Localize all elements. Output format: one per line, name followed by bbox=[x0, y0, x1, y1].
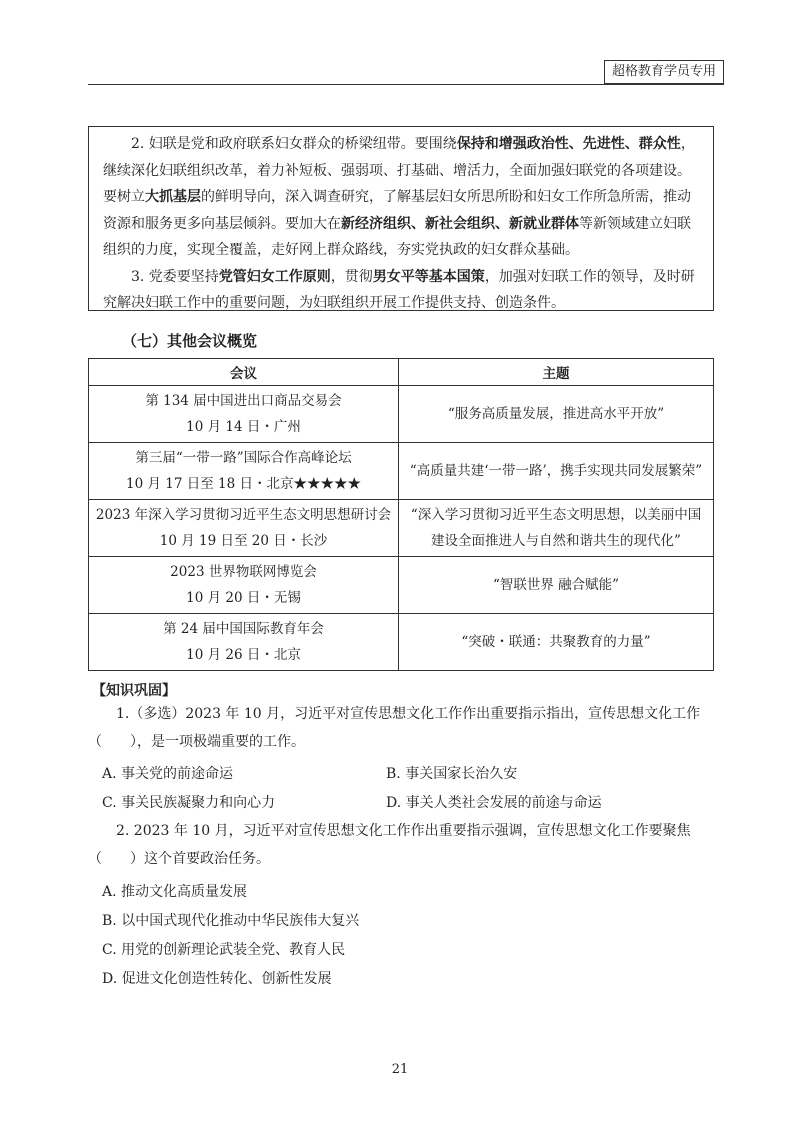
header-badge: 超格教育学员专用 bbox=[604, 60, 724, 84]
summary-paragraph-3 bbox=[89, 264, 713, 317]
emphasis-text: 保持和增强政治性、先进性、群众性 bbox=[456, 136, 681, 152]
column-header-meeting: 会议 bbox=[89, 359, 399, 386]
theme-cell: “服务高质量发展，推进高水平开放” bbox=[399, 386, 714, 443]
emphasis-text: 新经济组织、新社会组织、新就业群体 bbox=[341, 215, 579, 232]
q1-option-d: D. 事关人类社会发展的前途与命运 bbox=[386, 795, 602, 811]
q1-option-b: B. 事关国家长治久安 bbox=[386, 766, 518, 782]
summary-box bbox=[88, 126, 714, 311]
meetings-table bbox=[88, 358, 714, 671]
meeting-name: 第三届“一带一路”国际合作高峰论坛 bbox=[135, 450, 352, 466]
meeting-date: 10 月 14 日・广州 bbox=[186, 419, 301, 435]
summary-paragraph-2 bbox=[89, 131, 713, 264]
q2-option-a: A. 推动文化高质量发展 bbox=[102, 884, 248, 900]
section-title: （七）其他会议概览 bbox=[122, 332, 258, 350]
body-text: 2. 妇联是党和政府联系妇女群众的桥梁纽带。要围绕 bbox=[131, 136, 457, 152]
meeting-date: 10 月 26 日・北京 bbox=[186, 647, 301, 663]
meeting-date: 10 月 20 日・无锡 bbox=[186, 590, 301, 606]
q1-option-c: C. 事关民族凝聚力和向心力 bbox=[102, 795, 276, 811]
meeting-cell bbox=[89, 614, 399, 671]
meeting-name: 2023 世界物联网博览会 bbox=[170, 564, 317, 580]
q1-option-a: A. 事关党的前途命运 bbox=[102, 766, 234, 782]
question-2-stem: 2. 2023 年 10 月，习近平对宣传思想文化工作作出重要指示强调，宣传思想文化工作要聚焦（ ）这个首要政治任务。 bbox=[88, 823, 691, 867]
meeting-date: 10 月 19 日至 20 日・长沙 bbox=[159, 533, 328, 549]
question-1-stem: 1.（多选）2023 年 10 月，习近平对宣传思想文化工作作出重要指示指出，宣传思想文化工作（ ），是一项极端重要的工作。 bbox=[88, 706, 701, 750]
theme-cell: “突破・联通：共聚教育的力量” bbox=[399, 614, 714, 671]
table-row bbox=[89, 500, 714, 557]
body-text: 的鲜明导向，深入调查研究，了解基层妇女所思所盼和妇女工作所急所需，推动资源和服务更多向基层倾斜。要加大在 bbox=[103, 189, 691, 232]
meeting-cell bbox=[89, 443, 399, 500]
body-text: 等新领域建立妇联组织的力度，实现全覆盖，走好网上群众路线，夯实党执政的妇女群众基础。 bbox=[103, 215, 691, 258]
emphasis-text: 党管妇女工作原则 bbox=[218, 268, 331, 285]
theme-cell: “深入学习贯彻习近平生态文明思想，以美丽中国建设全面推进人与自然和谐共生的现代化” bbox=[399, 500, 714, 557]
table-header-row bbox=[89, 359, 714, 386]
body-text: ，贯彻 bbox=[330, 268, 373, 285]
header-divider bbox=[88, 84, 724, 85]
body-text: ，继续深化妇联组织改革，着力补短板、强弱项、打基础、增活力，全面加强妇联党的各项建设。要树立 bbox=[103, 136, 695, 205]
theme-cell: “高质量共建‘一带一路’，携手实现共同发展繁荣” bbox=[399, 443, 714, 500]
q2-option-b: B. 以中国式现代化推动中华民族伟大复兴 bbox=[102, 913, 360, 929]
meeting-cell bbox=[89, 386, 399, 443]
table-row bbox=[89, 386, 714, 443]
knowledge-title: 【知识巩固】 bbox=[92, 683, 176, 699]
meeting-name: 2023 年深入学习贯彻习近平生态文明思想研讨会 bbox=[95, 507, 392, 523]
table-row bbox=[89, 443, 714, 500]
meeting-cell bbox=[89, 557, 399, 614]
table-row bbox=[89, 614, 714, 671]
body-text: ，加强对妇联工作的领导，及时研究解决妇联工作中的重要问题，为妇联组织开展工作提供支持、创造条件。 bbox=[103, 268, 695, 311]
q2-option-c: C. 用党的创新理论武装全党、教育人民 bbox=[102, 942, 346, 958]
body-text: 3. 党委要坚持 bbox=[131, 268, 219, 285]
question-2 bbox=[88, 817, 728, 873]
meeting-name: 第 24 届中国国际教育年会 bbox=[163, 621, 324, 637]
emphasis-text: 大抓基层 bbox=[145, 189, 201, 205]
question-1 bbox=[88, 700, 728, 756]
theme-cell: “智联世界 融合赋能” bbox=[399, 557, 714, 614]
meeting-date: 10 月 17 日至 18 日・北京★★★★★ bbox=[126, 476, 361, 492]
meeting-cell bbox=[89, 500, 399, 557]
page-number: 21 bbox=[391, 1062, 409, 1077]
column-header-theme: 主题 bbox=[399, 359, 714, 386]
table-row bbox=[89, 557, 714, 614]
meeting-name: 第 134 届中国进出口商品交易会 bbox=[145, 393, 342, 409]
emphasis-text: 男女平等基本国策 bbox=[372, 268, 485, 285]
q2-option-d: D. 促进文化创造性转化、创新性发展 bbox=[102, 971, 332, 987]
